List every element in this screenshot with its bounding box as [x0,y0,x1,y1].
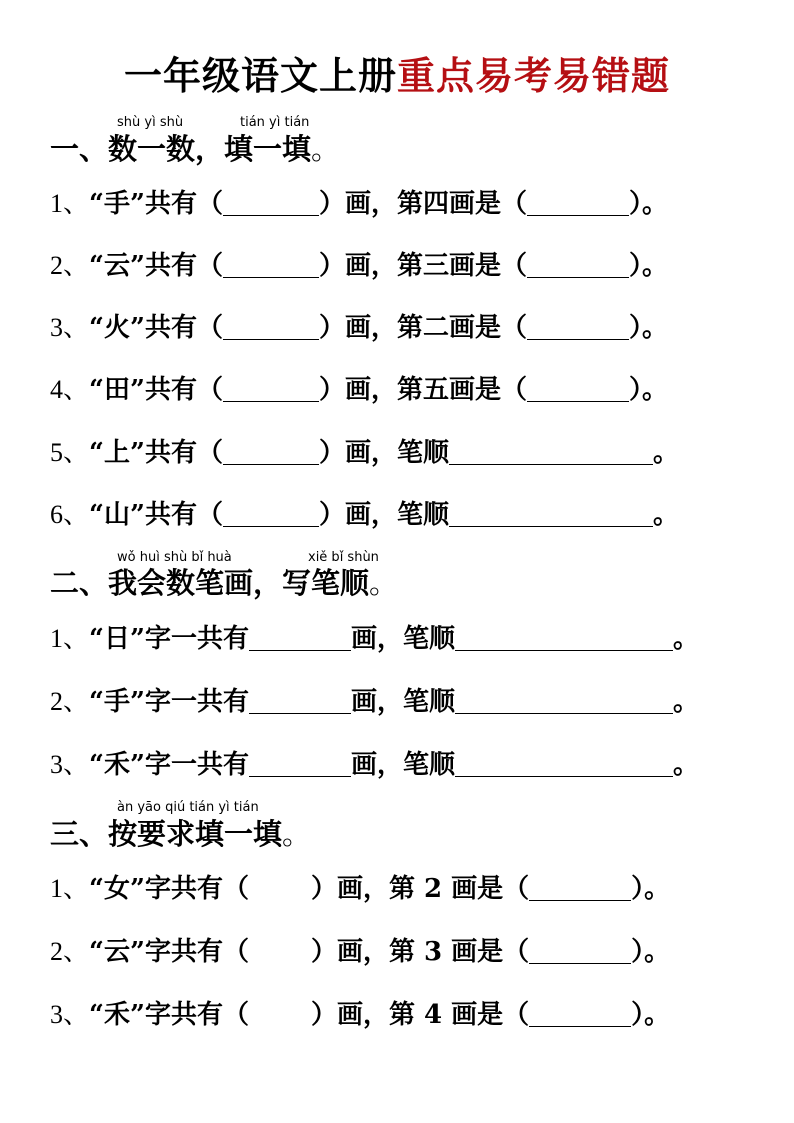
title-part1: 一年级语文上册 [123,53,397,98]
s3-question-3: 3、“禾”字共有（ ）画，第 4 画是（ ）。 [50,1000,671,1030]
answer-blank[interactable] [223,438,319,465]
answer-blank[interactable] [223,500,319,527]
section2-pinyin-a: wǒ huì shù bǐ huà [117,550,232,565]
section1-heading: 一、数一数，填一填。 [50,132,341,166]
stroke-order-blank[interactable] [455,687,673,714]
s1-question-3: 3、“火”共有（ ）画，第二画是（ ）。 [50,313,668,343]
s1-question-5: 5、“上”共有（ ）画，笔顺 。 [50,438,679,468]
answer-blank[interactable] [223,189,319,216]
s2-question-2: 2、“手”字一共有 画，笔顺 。 [50,687,699,717]
answer-blank[interactable] [529,874,631,901]
stroke-order-blank[interactable] [455,624,673,651]
answer-blank[interactable] [223,251,319,278]
answer-blank[interactable] [527,189,629,216]
answer-blank[interactable] [529,1000,631,1027]
section3-pinyin-a: àn yāo qiú tián yì tián [117,800,259,815]
s1-question-1: 1、“手”共有（ ）画，第四画是（ ）。 [50,189,668,219]
answer-blank[interactable] [529,937,631,964]
section3-heading: 三、按要求填一填。 [50,817,312,851]
s2-question-3: 3、“禾”字一共有 画，笔顺 。 [50,750,699,780]
s3-question-1: 1、“女”字共有（ ）画，第 2 画是（ ）。 [50,874,671,904]
section2-heading: 二、我会数笔画，写笔顺。 [50,566,399,600]
answer-blank[interactable] [527,313,629,340]
s1-question-6: 6、“山”共有（ ）画，笔顺 。 [50,500,679,530]
page-title [0,52,794,100]
s1-question-4: 4、“田”共有（ ）画，第五画是（ ）。 [50,375,668,405]
stroke-order-blank[interactable] [449,438,653,465]
answer-blank[interactable] [249,624,351,651]
answer-blank[interactable] [527,251,629,278]
s3-question-2: 2、“云”字共有（ ）画，第 3 画是（ ）。 [50,937,671,967]
section2-pinyin-b: xiě bǐ shùn [308,550,379,565]
title-part2: 重点易考易错题 [397,53,671,98]
s1-question-2: 2、“云”共有（ ）画，第三画是（ ）。 [50,251,668,281]
answer-blank[interactable] [249,687,351,714]
answer-blank[interactable] [249,750,351,777]
section1-pinyin-b: tián yì tián [240,115,310,130]
answer-blank[interactable] [527,375,629,402]
answer-blank[interactable] [223,313,319,340]
s2-question-1: 1、“日”字一共有 画，笔顺 。 [50,624,699,654]
section1-pinyin-a: shù yì shù [117,115,184,130]
stroke-order-blank[interactable] [455,750,673,777]
answer-blank[interactable] [223,375,319,402]
stroke-order-blank[interactable] [449,500,653,527]
